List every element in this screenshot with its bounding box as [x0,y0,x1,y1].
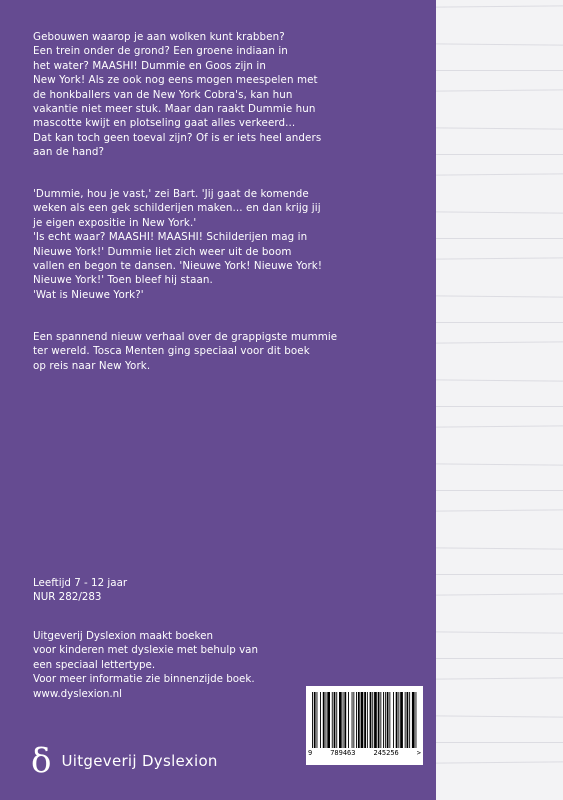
barcode-bar [389,692,390,748]
dialogue-line: 'Wat is Nieuwe York?' [33,288,144,301]
barcode-bars-icon [310,692,419,748]
barcode-bar [348,692,349,748]
barcode-bar [378,692,380,748]
nur-code: NUR 282/283 [33,591,102,604]
blurb-paragraph-3 [33,330,423,373]
barcode-bar [364,692,366,748]
delta-logo-icon: δ [31,741,52,781]
barcode-bar [358,692,360,748]
barcode-bar [407,692,409,748]
barcode-bar [396,692,398,748]
page-edges [436,0,563,800]
barcode-bar [380,692,381,748]
page-edge-line [436,425,563,427]
publisher-info [33,629,258,701]
page-edge-line [436,322,563,323]
barcode-bar [312,692,313,748]
page-edge-line [436,257,563,259]
page-edge-line [436,70,563,71]
barcode-bar [393,692,394,748]
blurb-line: Gebouwen waarop je aan wolken kunt krabben? [33,31,285,43]
blurb-line: Een trein onder de grond? Een groene indiaan in [33,45,288,58]
page-edge-line [436,509,563,511]
blurb-line: New York! Als ze ook nog eens mogen meespelen met [33,74,318,87]
page-edge-line [436,547,563,549]
page-edge-line [436,295,563,297]
barcode-bar [339,692,342,748]
barcode-bar [400,692,403,748]
barcode-digit-group: 9 [308,749,313,757]
page-edge-line [436,211,563,213]
barcode-bar [372,692,373,748]
barcode-number [308,749,421,757]
dialogue-line: je eigen expositie in New York.' [33,216,197,229]
pitch-line: op reis naar New York. [33,359,151,372]
dialogue-line: Nieuwe York!' Toen bleef hij staan. [33,274,213,287]
barcode-bar [332,692,333,748]
barcode-bar [361,692,364,748]
blurb-paragraph-2 [33,187,423,302]
barcode-bar [344,692,346,748]
page-edge-line [436,742,563,743]
page-edge-line [436,490,563,491]
barcode-bar [343,692,344,748]
isbn-barcode [306,686,423,765]
blurb-line: Dat kan toch geen toeval zijn? Of is er iets heel anders [33,131,322,144]
page-edge-line [436,574,563,575]
page-edge-line [436,43,563,45]
pitch-line: ter wereld. Tosca Menten ging speciaal voor dit boek [33,345,310,358]
barcode-bar [387,692,389,748]
page-edge-line [436,238,563,239]
page-edge-line [436,631,563,633]
barcode-digit-group: 789463 [330,749,356,757]
imprint-line: Voor meer informatie zie binnenzijde boek. [33,673,255,686]
barcode-bar [412,692,415,748]
barcode-bar [405,692,406,748]
imprint-line: een speciaal lettertype. [33,658,156,671]
page-edge-line [436,677,563,679]
barcode-bar [353,692,354,748]
page-edge-line [436,127,563,129]
publisher-logo [31,741,218,781]
barcode-bar [317,692,318,748]
barcode-bar [320,692,321,748]
dialogue-line: vallen en begon te dansen. 'Nieuwe York! Nieuwe York! [33,260,323,273]
page-edge-line [436,379,563,381]
barcode-digit-group: > [416,749,421,757]
barcode-bar [327,692,330,748]
page-edge-line [436,715,563,717]
barcode-bar [398,692,399,748]
barcode-bar [356,692,357,748]
blurb-paragraph-1 [33,30,423,160]
page-edge-line [436,5,563,7]
book-meta [33,576,127,605]
age-range: Leeftijd 7 - 12 jaar [33,577,128,589]
page-edge-line [436,154,563,155]
blurb-line: het water? MAASHI! Dummie en Goos zijn in [33,59,266,72]
imprint-line: Uitgeverij Dyslexion maakt boeken [33,630,213,642]
page-edge-line [436,173,563,175]
page-edge-line [436,761,563,763]
barcode-bar [409,692,410,748]
barcode-bar [352,692,353,748]
barcode-bar [374,692,377,748]
dialogue-line: 'Is echt waar? MAASHI! MAASHI! Schilderijen mag in [33,231,308,244]
publisher-name: Uitgeverij Dyslexion [61,752,218,770]
barcode-bar [416,692,417,748]
barcode-bar [334,692,336,748]
barcode-bar [367,692,368,748]
page-edge-line [436,593,563,595]
barcode-digit-group: 245256 [373,749,399,757]
dialogue-line: weken als een gek schilderijen maken... en dan krijg jij [33,202,321,215]
page-edge-line [436,463,563,465]
page-edge-line [436,89,563,91]
barcode-bar [326,692,327,748]
blurb-line: mascotte kwijt en plotseling gaat alles verkeerd... [33,117,296,130]
blurb-line: aan de hand? [33,146,105,159]
barcode-bar [383,692,384,748]
page-edge-line [436,341,563,343]
imprint-line: voor kinderen met dyslexie met behulp van [33,644,259,657]
barcode-bar [336,692,337,748]
barcode-bar [323,692,325,748]
blurb-line: vakantie niet meer stuk. Maar dan raakt Dummie hun [33,103,316,116]
barcode-bar [314,692,316,748]
dialogue-line: Nieuwe York!' Dummie liet zich weer uit de boom [33,245,292,258]
pitch-line: Een spannend nieuw verhaal over de grappigste mummie [33,331,338,343]
blurb-line: de honkballers van de New York Cobra's, kan hun [33,88,293,101]
dialogue-line: 'Dummie, hou je vast,' zei Bart. 'Jij gaat de komende [33,188,309,200]
barcode-bar [385,692,386,748]
publisher-website: www.dyslexion.nl [33,687,123,700]
page-edge-line [436,406,563,407]
page-edge-line [436,658,563,659]
barcode-bar [370,692,372,748]
